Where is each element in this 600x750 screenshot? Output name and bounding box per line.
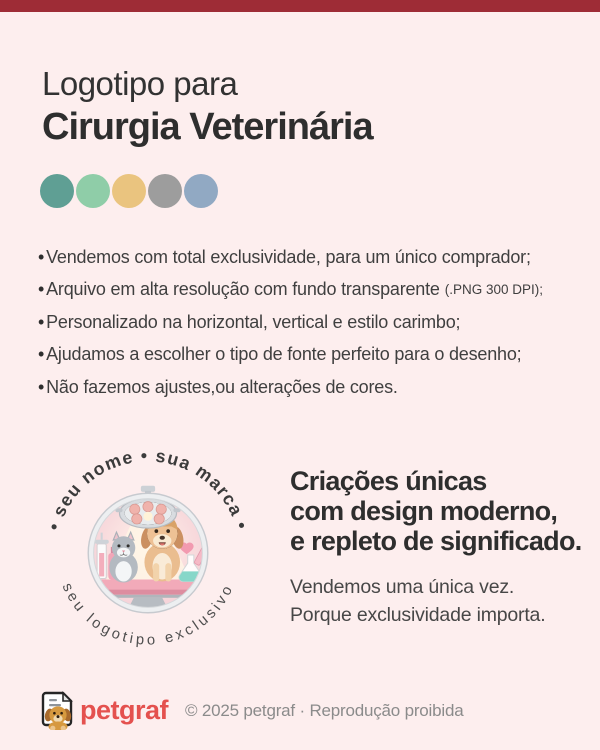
- feature-text: Personalizado na horizontal, vertical e estilo carimbo;: [46, 311, 461, 332]
- promo-text-block: [290, 466, 590, 629]
- promo-subtext: [290, 573, 590, 629]
- list-item: [38, 339, 583, 372]
- promo-heading-line: e repleto de significado.: [290, 526, 582, 556]
- feature-note: (.PNG 300 DPI);: [444, 282, 544, 298]
- badge-arc-bottom-text: seu logotipo exclusivo: [58, 580, 238, 649]
- palette-swatch-blue: [184, 174, 218, 208]
- promo-sub-line: Vendemos uma única vez.: [290, 576, 515, 598]
- list-item: [38, 274, 583, 307]
- title-line-regular: Logotipo para: [42, 65, 238, 102]
- footer: [40, 690, 463, 730]
- vet-logo-illustration: [36, 441, 260, 665]
- palette-swatch-gray: [148, 174, 182, 208]
- logo-badge: [36, 441, 260, 665]
- badge-arc-top-text: • seu nome • sua marca •: [43, 445, 253, 533]
- bullet-icon: •: [38, 279, 45, 300]
- promo-sub-line: Porque exclusividade importa.: [290, 604, 546, 626]
- feature-text: Arquivo em alta resolução com fundo transparente: [46, 279, 440, 300]
- title-line-bold: Cirurgia Veterinária: [42, 106, 373, 148]
- promo-heading-line: com design moderno,: [290, 496, 558, 526]
- top-accent-bar: [0, 0, 600, 12]
- copyright-text: © 2025 petgraf · Reprodução proibida: [185, 701, 464, 720]
- page-title: [42, 64, 373, 150]
- palette-swatch-mint: [76, 174, 110, 208]
- palette-swatch-sand: [112, 174, 146, 208]
- promo-heading: [290, 466, 590, 556]
- bullet-icon: •: [38, 311, 45, 332]
- brand-wordmark: petgraf: [80, 694, 169, 725]
- bullet-icon: •: [38, 246, 45, 267]
- bullet-icon: •: [38, 344, 45, 365]
- feature-text: Vendemos com total exclusividade, para um único comprador;: [46, 246, 531, 267]
- palette-swatch-teal: [40, 174, 74, 208]
- color-palette: [40, 174, 218, 208]
- feature-list: [38, 241, 583, 404]
- bullet-icon: •: [38, 376, 45, 397]
- list-item: [38, 371, 583, 404]
- promo-heading-line: Criações únicas: [290, 466, 487, 496]
- list-item: [38, 241, 583, 274]
- feature-text: Não fazemos ajustes,ou alterações de cores.: [46, 376, 398, 397]
- cat-illustration: [109, 531, 138, 583]
- petgraf-dog-document-icon: [40, 690, 76, 730]
- list-item: [38, 306, 583, 339]
- surgical-lamp-icon: [115, 486, 180, 528]
- feature-text: Ajudamos a escolher o tipo de fonte perfeito para o desenho;: [46, 344, 522, 365]
